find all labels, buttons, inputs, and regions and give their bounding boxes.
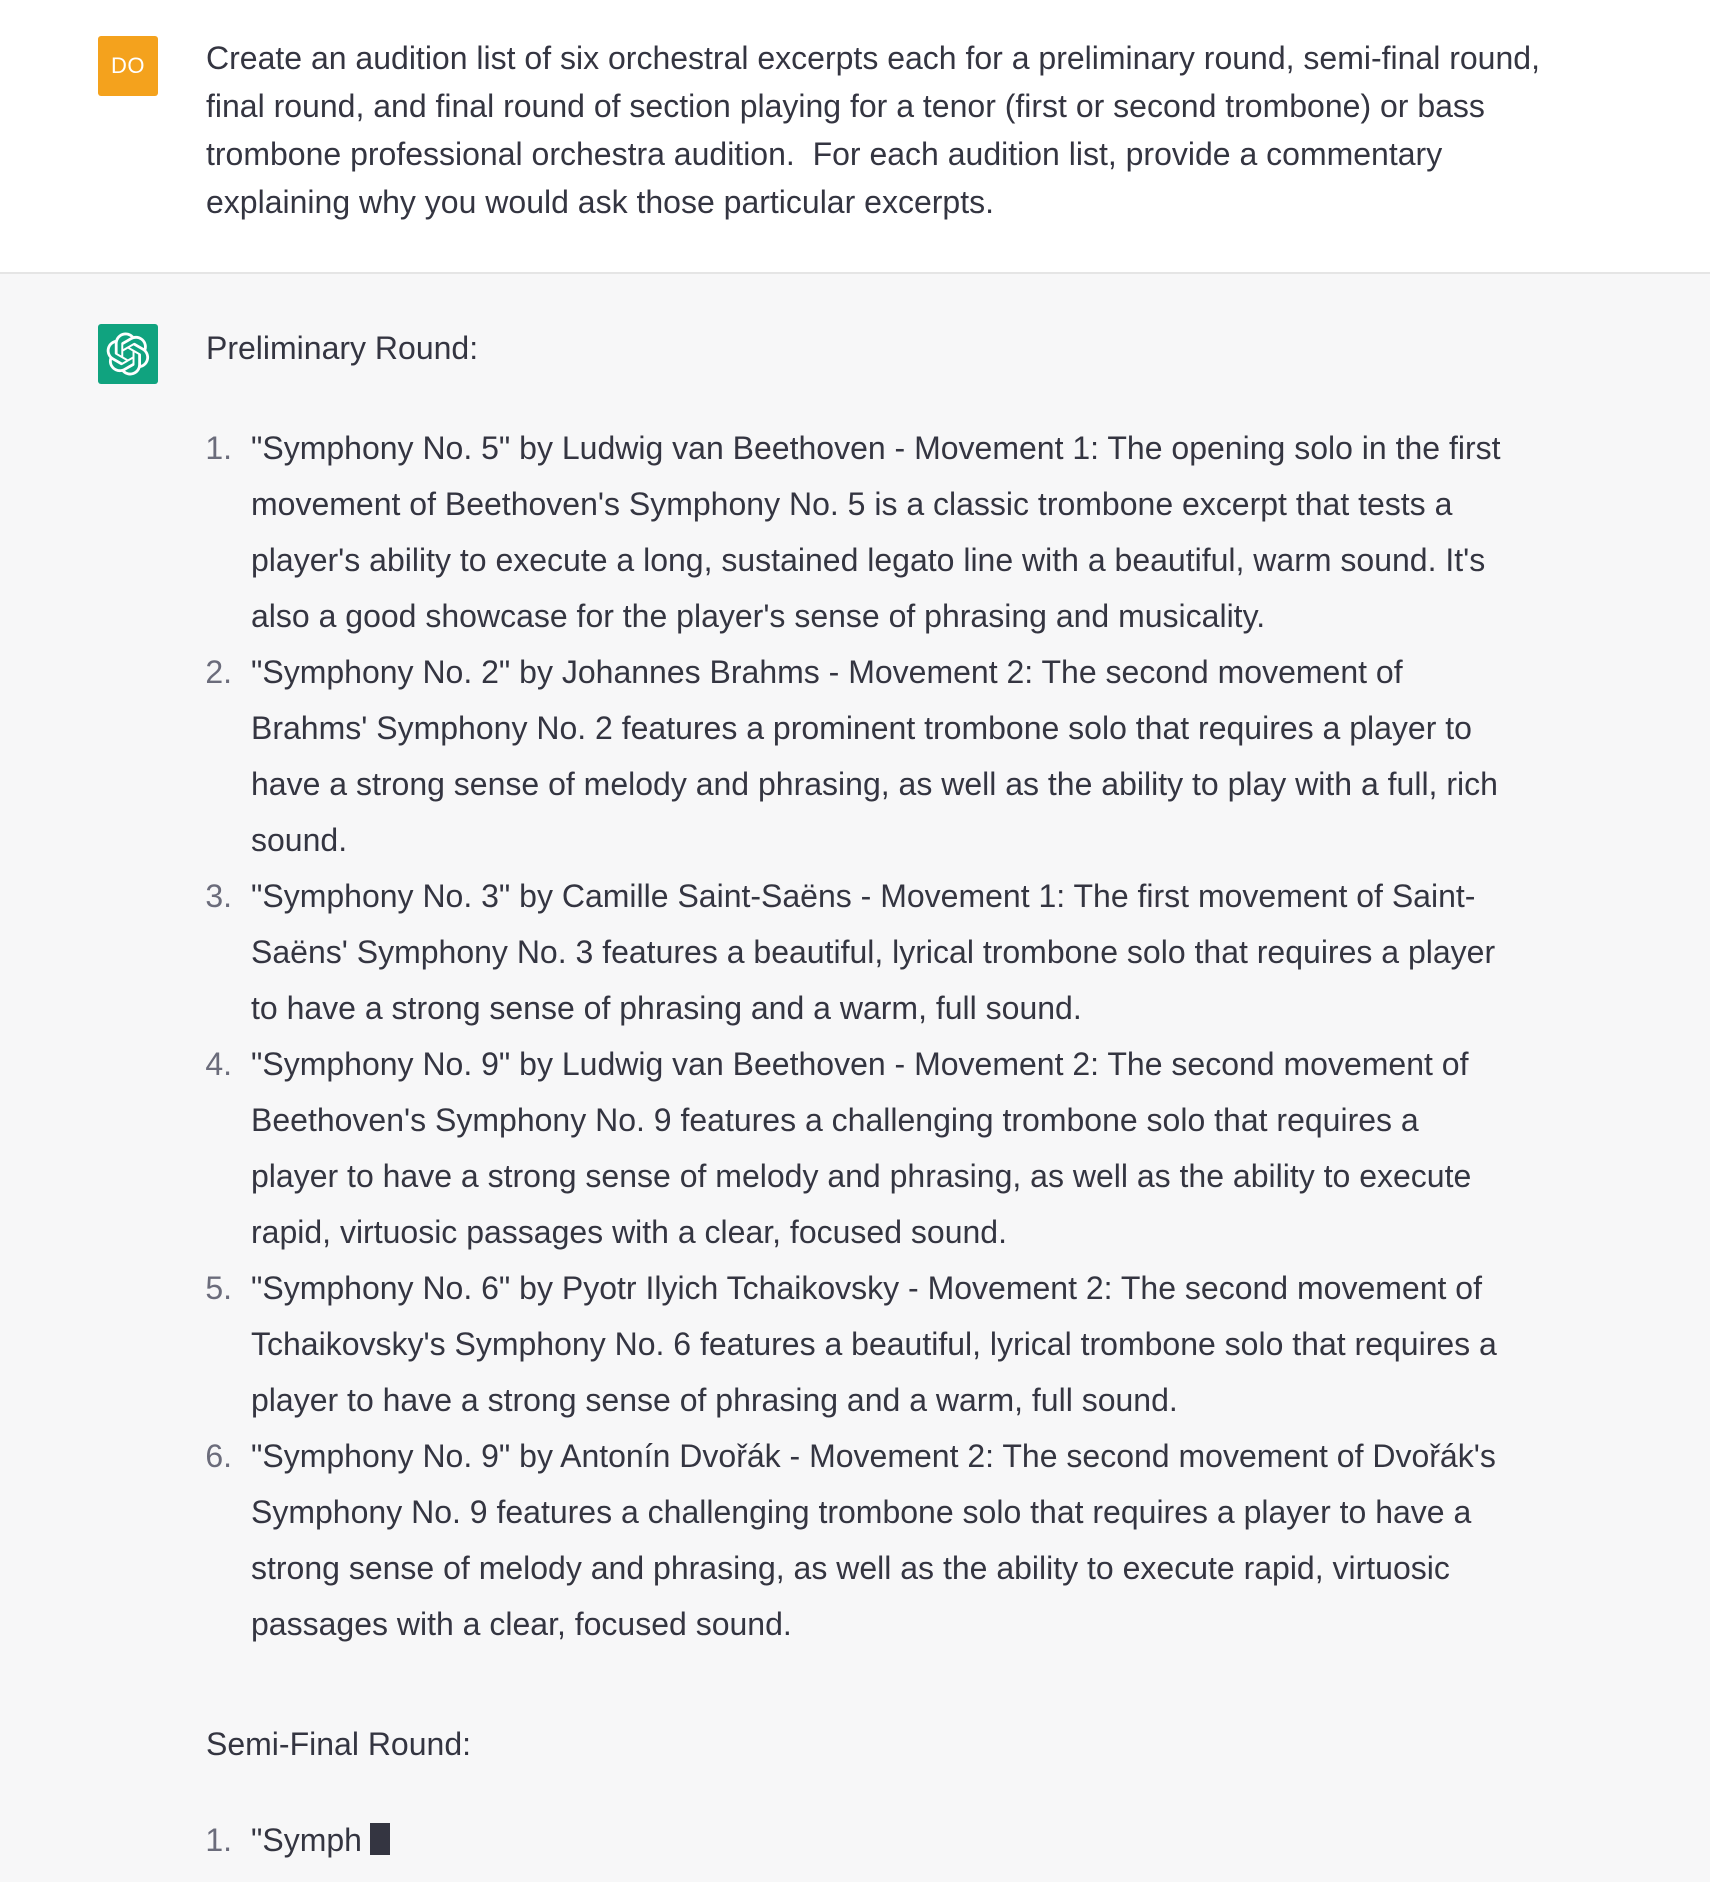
list-item xyxy=(206,1428,1506,1652)
list-item xyxy=(206,644,1506,868)
assistant-message-content xyxy=(205,324,1506,1858)
user-avatar-initials: DO xyxy=(111,53,145,78)
typing-cursor xyxy=(370,1823,390,1855)
list-item-text: "Symphony No. 3" by Camille Saint-Saëns - Movement 1: The first movement of Saint-Saëns' Symphony No. 3 features a beautiful, lyrical trombone solo that requires a player to have a strong sense of phrasing and a warm, full sound. xyxy=(251,878,1496,1026)
list-item-number: 3. xyxy=(205,878,232,914)
list-item xyxy=(206,1260,1506,1428)
openai-logo-icon xyxy=(106,332,150,376)
list-item-number: 1. xyxy=(205,430,232,466)
list-item-number: 2. xyxy=(205,654,232,690)
list-item-text: "Symphony No. 9" by Antonín Dvořák - Movement 2: The second movement of Dvořák's Symphony No. 9 features a challenging trombone solo that requires a player to have a strong sense of melody and phrasing, as well as the ability to execute rapid, virtuosic passages with a clear, focused sound. xyxy=(251,1438,1496,1642)
assistant-message-row xyxy=(0,276,1710,1882)
preliminary-round-heading: Preliminary Round: xyxy=(206,330,479,366)
list-item-number: 4. xyxy=(205,1046,232,1082)
list-item-text: "Symphony No. 6" by Pyotr Ilyich Tchaikovsky - Movement 2: The second movement of Tchaikovsky's Symphony No. 6 features a beautiful, lyrical trombone solo that requires a player to have a strong sense of phrasing and a warm, full sound. xyxy=(251,1270,1497,1418)
list-item xyxy=(206,420,1506,644)
user-message-text: Create an audition list of six orchestral excerpts each for a preliminary round, semi-final round, final round, and final round of section playing for a tenor (first or second trombone) or bass trombone professional orchestra audition. For each audition list, provide a commentary explaining why you would ask those particular excerpts. xyxy=(206,40,1549,220)
user-avatar xyxy=(98,36,158,96)
list-item-number: 1. xyxy=(205,1822,232,1858)
semifinal-round-heading: Semi-Final Round: xyxy=(206,1726,471,1762)
list-item xyxy=(206,868,1506,1036)
list-item-number: 5. xyxy=(205,1270,232,1306)
assistant-avatar xyxy=(98,324,158,384)
list-item xyxy=(206,1812,1506,1868)
list-item-number: 6. xyxy=(205,1438,232,1474)
list-item-text: "Symphony No. 2" by Johannes Brahms - Movement 2: The second movement of Brahms' Symphony No. 2 features a prominent trombone solo that requires a player to have a strong sense of melody and phrasing, as well as the ability to play with a full, rich sound. xyxy=(251,654,1498,858)
list-item-text: "Symph xyxy=(251,1822,362,1858)
preliminary-excerpt-list xyxy=(206,420,1506,1652)
list-item xyxy=(206,1036,1506,1260)
list-item-text: "Symphony No. 9" by Ludwig van Beethoven - Movement 2: The second movement of Beethoven's Symphony No. 9 features a challenging trombone solo that requires a player to have a strong sense of melody and phrasing, as well as the ability to execute rapid, virtuosic passages with a clear, focused sound. xyxy=(251,1046,1472,1250)
semifinal-excerpt-list xyxy=(206,1812,1506,1868)
list-item-text: "Symphony No. 5" by Ludwig van Beethoven - Movement 1: The opening solo in the first movement of Beethoven's Symphony No. 5 is a classic trombone excerpt that tests a player's ability to execute a long, sustained legato line with a beautiful, warm sound. It's also a good showcase for the player's sense of phrasing and musicality. xyxy=(251,430,1501,634)
user-message-row xyxy=(0,0,1710,274)
